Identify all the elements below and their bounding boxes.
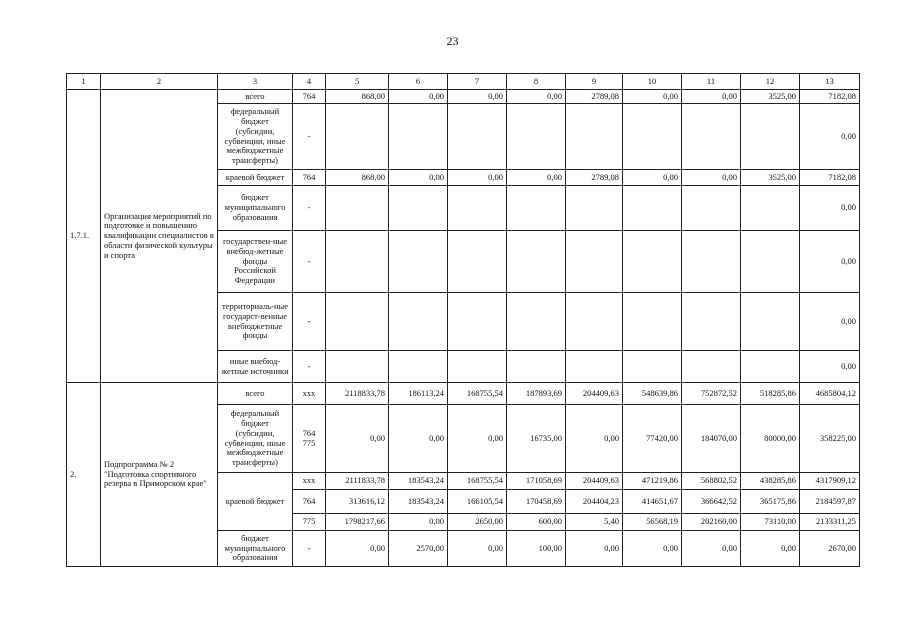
value-cell: 2670,00	[800, 531, 860, 567]
value-cell: 202160,00	[682, 514, 741, 531]
value-cell: 868,00	[326, 90, 389, 104]
column-header: 2	[101, 74, 218, 90]
department-code: -	[293, 293, 326, 351]
value-cell: 752872,52	[682, 383, 741, 405]
value-cell	[566, 186, 623, 231]
column-header: 6	[389, 74, 448, 90]
value-cell	[389, 231, 448, 293]
value-cell: 4317909,12	[800, 473, 860, 490]
value-cell: 183543,24	[389, 490, 448, 514]
value-cell: 0,00	[448, 170, 507, 186]
row-index: 2.	[67, 383, 101, 567]
value-cell: 0,00	[682, 531, 741, 567]
funding-source: федеральный бюджет (субсидии, субвенции, иные межбюджетные трансферты)	[218, 405, 293, 473]
value-cell: 868,00	[326, 170, 389, 186]
value-cell	[566, 104, 623, 170]
funding-source: краевой бюджет	[218, 473, 293, 531]
value-cell: 168755,54	[448, 383, 507, 405]
value-cell	[741, 351, 800, 383]
value-cell	[623, 231, 682, 293]
table-row	[67, 383, 860, 405]
value-cell: 0,00	[389, 514, 448, 531]
value-cell: 0,00	[800, 231, 860, 293]
funding-source: иные внебюд-жетные источники	[218, 351, 293, 383]
value-cell: 3525,00	[741, 90, 800, 104]
value-cell: 2133311,25	[800, 514, 860, 531]
value-cell: 183543,24	[389, 473, 448, 490]
value-cell: 2789,08	[566, 90, 623, 104]
value-cell: 3525,00	[741, 170, 800, 186]
department-code: 764 775	[293, 405, 326, 473]
page-number: 23	[446, 34, 459, 48]
value-cell: 365175,86	[741, 490, 800, 514]
value-cell: 0,00	[623, 531, 682, 567]
value-cell	[507, 351, 566, 383]
value-cell: 2570,00	[389, 531, 448, 567]
value-cell	[326, 231, 389, 293]
value-cell	[741, 104, 800, 170]
value-cell	[682, 293, 741, 351]
value-cell: 0,00	[326, 531, 389, 567]
value-cell	[389, 186, 448, 231]
value-cell	[623, 186, 682, 231]
value-cell	[623, 293, 682, 351]
value-cell: 1798217,66	[326, 514, 389, 531]
column-header: 5	[326, 74, 389, 90]
value-cell	[448, 104, 507, 170]
value-cell	[507, 104, 566, 170]
column-header: 13	[800, 74, 860, 90]
value-cell: 0,00	[326, 405, 389, 473]
value-cell: 168755,54	[448, 473, 507, 490]
value-cell	[448, 351, 507, 383]
department-code: 775	[293, 514, 326, 531]
funding-source: территориаль-ные государст-венные внебюджетные фонды	[218, 293, 293, 351]
value-cell: 204409,63	[566, 383, 623, 405]
value-cell	[326, 186, 389, 231]
value-cell: 0,00	[800, 293, 860, 351]
value-cell: 56568,19	[623, 514, 682, 531]
row-name: Организация мероприятий по подготовке и повышению квалификации специалистов в области физической культуры и спорта	[101, 90, 218, 383]
value-cell	[566, 231, 623, 293]
funding-source: краевой бюджет	[218, 170, 293, 186]
value-cell: 204404,23	[566, 490, 623, 514]
value-cell: 16735,00	[507, 405, 566, 473]
value-cell: 471219,86	[623, 473, 682, 490]
value-cell	[682, 186, 741, 231]
value-cell	[448, 186, 507, 231]
funding-source: федеральный бюджет (субсидии, субвенции, иные межбюджетные трансферты)	[218, 104, 293, 170]
column-header: 9	[566, 74, 623, 90]
value-cell: 77420,00	[623, 405, 682, 473]
column-header: 3	[218, 74, 293, 90]
value-cell	[448, 293, 507, 351]
value-cell: 5,40	[566, 514, 623, 531]
value-cell: 187893,69	[507, 383, 566, 405]
value-cell: 366642,52	[682, 490, 741, 514]
column-header: 8	[507, 74, 566, 90]
value-cell: 0,00	[566, 531, 623, 567]
value-cell: 0,00	[800, 186, 860, 231]
row-index: 1.7.1.	[67, 90, 101, 383]
value-cell: 518285,86	[741, 383, 800, 405]
value-cell	[507, 231, 566, 293]
value-cell	[623, 104, 682, 170]
value-cell: 0,00	[507, 90, 566, 104]
funding-source: всего	[218, 383, 293, 405]
value-cell: 4685804,12	[800, 383, 860, 405]
value-cell	[741, 293, 800, 351]
department-code: ххх	[293, 473, 326, 490]
value-cell: 2184597,87	[800, 490, 860, 514]
department-code: -	[293, 531, 326, 567]
value-cell: 2111833,78	[326, 473, 389, 490]
value-cell	[448, 231, 507, 293]
value-cell: 0,00	[448, 405, 507, 473]
column-header: 12	[741, 74, 800, 90]
header-row	[67, 74, 860, 90]
value-cell: 0,00	[448, 90, 507, 104]
value-cell	[682, 231, 741, 293]
value-cell: 414651,67	[623, 490, 682, 514]
value-cell	[741, 186, 800, 231]
value-cell	[682, 104, 741, 170]
value-cell: 0,00	[389, 170, 448, 186]
value-cell: 0,00	[507, 170, 566, 186]
column-header: 11	[682, 74, 741, 90]
value-cell: 313616,12	[326, 490, 389, 514]
value-cell: 0,00	[682, 90, 741, 104]
value-cell: 0,00	[389, 405, 448, 473]
value-cell	[389, 104, 448, 170]
value-cell: 166105,54	[448, 490, 507, 514]
value-cell	[623, 351, 682, 383]
value-cell: 2118833,78	[326, 383, 389, 405]
department-code: 764	[293, 170, 326, 186]
department-code: -	[293, 351, 326, 383]
funding-source: бюджет муниципального образования	[218, 186, 293, 231]
value-cell: 600,00	[507, 514, 566, 531]
department-code: -	[293, 186, 326, 231]
value-cell: 80000,00	[741, 405, 800, 473]
value-cell	[507, 186, 566, 231]
value-cell: 0,00	[682, 170, 741, 186]
budget-table	[66, 73, 860, 567]
department-code: ххх	[293, 383, 326, 405]
value-cell: 0,00	[389, 90, 448, 104]
value-cell: 171058,69	[507, 473, 566, 490]
value-cell: 358225,00	[800, 405, 860, 473]
value-cell: 73110,00	[741, 514, 800, 531]
department-code: 764	[293, 490, 326, 514]
value-cell: 0,00	[623, 170, 682, 186]
column-header: 10	[623, 74, 682, 90]
value-cell: 186113,24	[389, 383, 448, 405]
value-cell	[326, 351, 389, 383]
value-cell: 0,00	[800, 104, 860, 170]
row-name: Подпрограмма № 2 "Подготовка спортивного резерва в Приморском крае"	[101, 383, 218, 567]
value-cell: 184070,00	[682, 405, 741, 473]
value-cell	[682, 351, 741, 383]
value-cell: 438285,86	[741, 473, 800, 490]
value-cell: 568802,52	[682, 473, 741, 490]
column-header: 7	[448, 74, 507, 90]
value-cell: 0,00	[741, 531, 800, 567]
value-cell: 170458,69	[507, 490, 566, 514]
department-code: -	[293, 104, 326, 170]
value-cell	[326, 293, 389, 351]
value-cell	[507, 293, 566, 351]
value-cell: 7182,08	[800, 90, 860, 104]
value-cell: 0,00	[623, 90, 682, 104]
funding-source: государствен-ные внебюд-жетные фонды Российской Федерации	[218, 231, 293, 293]
funding-source: бюджет муниципального образования	[218, 531, 293, 567]
value-cell	[389, 293, 448, 351]
value-cell	[566, 293, 623, 351]
value-cell: 204409,63	[566, 473, 623, 490]
column-header: 4	[293, 74, 326, 90]
value-cell	[741, 231, 800, 293]
value-cell: 0,00	[566, 405, 623, 473]
value-cell: 100,00	[507, 531, 566, 567]
value-cell: 2650,00	[448, 514, 507, 531]
value-cell: 548639,86	[623, 383, 682, 405]
value-cell: 7182,08	[800, 170, 860, 186]
column-header: 1	[67, 74, 101, 90]
value-cell: 0,00	[448, 531, 507, 567]
funding-source: всего	[218, 90, 293, 104]
value-cell	[566, 351, 623, 383]
value-cell: 0,00	[800, 351, 860, 383]
value-cell	[326, 104, 389, 170]
department-code: 764	[293, 90, 326, 104]
table-row	[67, 90, 860, 104]
department-code: -	[293, 231, 326, 293]
value-cell	[389, 351, 448, 383]
value-cell: 2789,08	[566, 170, 623, 186]
